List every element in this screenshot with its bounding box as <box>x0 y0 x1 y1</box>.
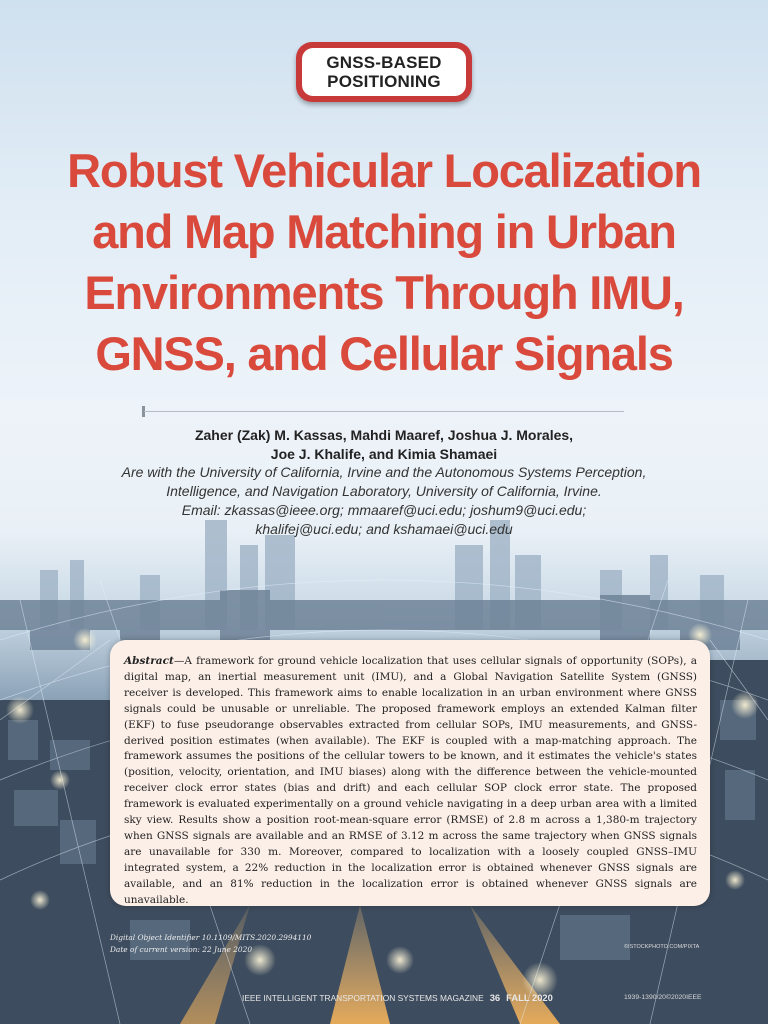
title-divider <box>144 411 624 412</box>
abstract-text <box>124 654 697 909</box>
title-line-2: and Map Matching in Urban <box>92 205 676 258</box>
abstract-label: Abstract <box>124 655 174 667</box>
title-line-1: Robust Vehicular Localization <box>67 144 701 197</box>
badge-line-2: POSITIONING <box>327 72 441 91</box>
badge-line-1: GNSS-BASED <box>326 53 442 72</box>
article-title <box>40 140 728 384</box>
title-line-3: Environments Through IMU, <box>84 266 684 319</box>
author-list <box>100 426 668 464</box>
affiliation-line-2: Intelligence, and Navigation Laboratory, University of California, Irvine. <box>166 483 602 499</box>
doi-line: Digital Object Identifier 10.1109/MITS.2020.2994110 <box>110 933 312 942</box>
affiliation <box>70 463 698 539</box>
magazine-name: IEEE INTELLIGENT TRANSPORTATION SYSTEMS MAGAZINE <box>242 993 484 1003</box>
authors-line-2: Joe J. Khalife, and Kimia Shamaei <box>270 446 498 462</box>
abstract-box <box>110 640 710 906</box>
title-line-4: GNSS, and Cellular Signals <box>95 327 673 380</box>
affiliation-line-1: Are with the University of California, Irvine and the Autonomous Systems Perception, <box>121 464 647 480</box>
image-credit: ©ISTOCKPHOTO.COM/PIXTA <box>624 944 700 950</box>
issue-season: FALL 2020 <box>506 992 553 1003</box>
page-footer <box>242 992 553 1003</box>
affiliation-line-3: Email: zkassas@ieee.org; mmaaref@uci.edu; joshum9@uci.edu; <box>181 502 587 518</box>
page-number: 36 <box>489 992 501 1003</box>
issn-copyright: 1939-1390/20©2020IEEE <box>624 994 702 1001</box>
affiliation-line-4: khalifej@uci.edu; and kshamaei@uci.edu <box>255 521 513 537</box>
authors-line-1: Zaher (Zak) M. Kassas, Mahdi Maaref, Joshua J. Morales, <box>194 427 574 443</box>
doi-info <box>110 932 311 956</box>
section-badge <box>296 42 472 102</box>
section-badge-label <box>302 48 466 96</box>
abstract-body: —A framework for ground vehicle localization that uses cellular signals of opportunity (SOPs), a digital map, an inertial measurement unit (IMU), and a Global Navigation Satellite System (GNSS) receiver is developed. This framework aims to enable localization in an urban environment where GNSS signals could be unusable or unreliable. The proposed framework employs an extended Kalman filter (EKF) to fuse pseudorange observables extracted from cellular SOPs, IMU measurements, and GNSS-derived position estimates (when available). The EKF is coupled with a map-matching approach. The framework assumes the positions of the cellular towers to be known, and it estimates the vehicle's states (position, velocity, orientation, and IMU biases) along with the difference between the vehicle-mounted receiver clock error states (bias and drift) and each cellular SOP clock error state. The proposed framework is evaluated experimentally on a ground vehicle navigating in a deep urban area with a limited sky view. Results show a position root-mean-square error (RMSE) of 2.8 m across a 1,380-m trajectory when GNSS signals are available and an RMSE of 3.12 m across the same trajectory when GNSS signals are unavailable for 330 m. Moreover, compared to localization with a loosely coupled GNSS–IMU integrated system, a 22% reduction in the localization error is obtained whenever GNSS signals are available, and an 81% reduction in the localization error is obtained whenever GNSS signals are unavailable. <box>124 655 697 906</box>
date-line: Date of current version: 22 June 2020 <box>110 945 253 954</box>
